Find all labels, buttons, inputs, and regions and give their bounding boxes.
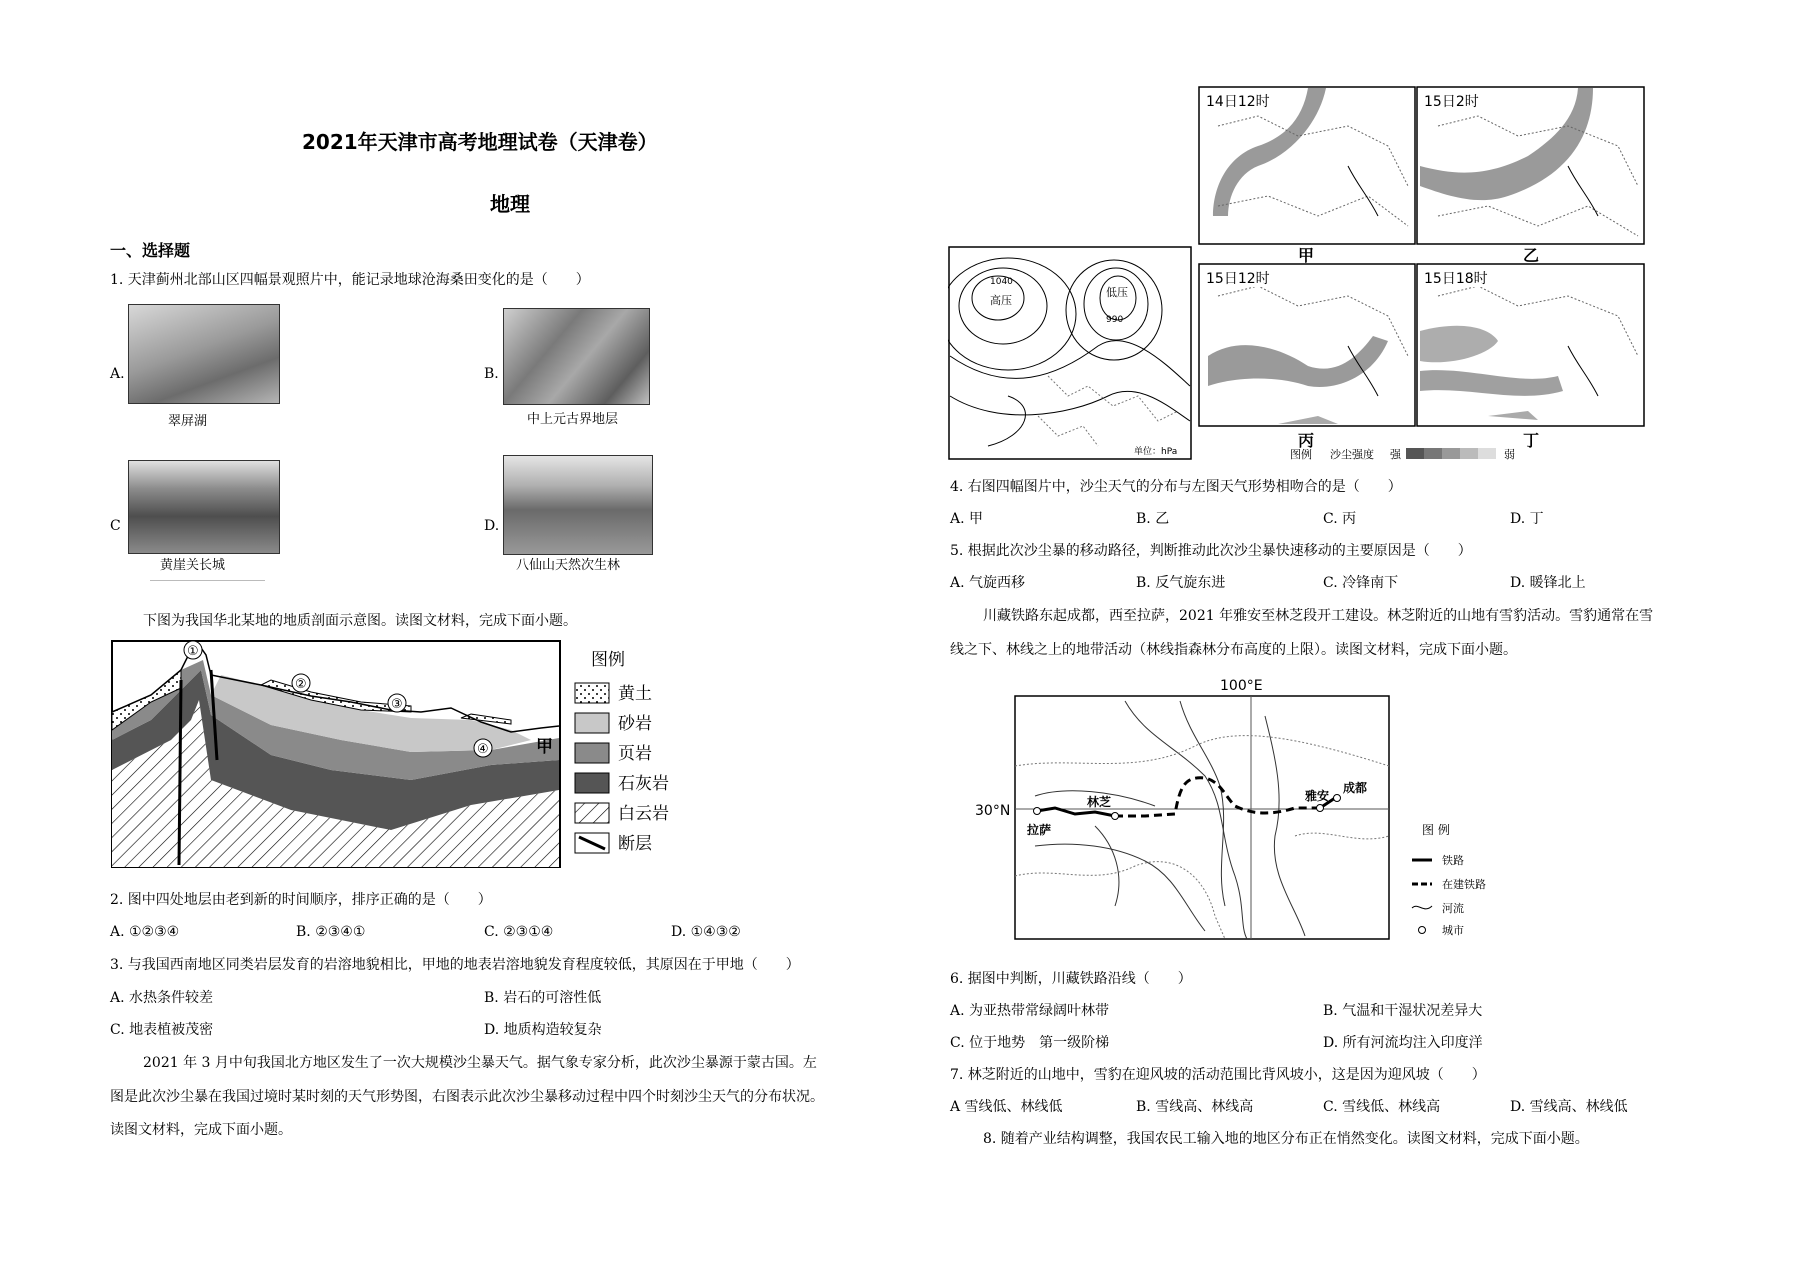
q1-option-d-letter: D. <box>484 518 500 534</box>
panel-name-yi: 乙 <box>1523 246 1540 265</box>
panel-name-jia: 甲 <box>1298 246 1315 265</box>
q5-option-b[interactable]: B. 反气旋东进 <box>1136 575 1226 591</box>
city-chengdu: 成都 <box>1343 781 1368 795</box>
intro-dust-line3: 读图文材料，完成下面小题。 <box>110 1122 292 1138</box>
rail-legend-railway: 铁路 <box>1442 854 1464 867</box>
rail-legend-construction: 在建铁路 <box>1442 878 1486 891</box>
marker-3: ③ <box>391 697 403 712</box>
section-heading: 一、选择题 <box>110 241 191 260</box>
page-title: 2021年天津市高考地理试卷（天津卷） <box>302 130 658 154</box>
q1-option-c-letter: C <box>110 518 121 534</box>
intro-q8: 8. 随着产业结构调整，我国农民工输入地的地区分布正在悄然变化。读图文材料，完成下面小题。 <box>983 1131 1589 1147</box>
q1-caption-b: 中上元古界地层 <box>527 412 619 427</box>
intro-rail-line1: 川藏铁路东起成都，西至拉萨，2021 年雅安至林芝段开工建设。林芝附近的山地有雪豹活动。雪豹通常在雪 <box>983 608 1654 624</box>
q7-option-b[interactable]: B. 雪线高、林线高 <box>1136 1099 1254 1115</box>
q3-option-a[interactable]: A. 水热条件较差 <box>110 990 214 1006</box>
unit-label: 单位：hPa <box>1134 447 1178 457</box>
q1-caption-d: 八仙山天然次生林 <box>516 558 621 573</box>
legend-dolomite: 白云岩 <box>618 804 669 824</box>
weather-map <box>948 246 1192 460</box>
panel-time-2: 15日2时 <box>1424 94 1479 110</box>
q6-option-d[interactable]: D. 所有河流均注入印度洋 <box>1323 1035 1483 1051</box>
q6-option-b[interactable]: B. 气温和干湿状况差异大 <box>1323 1003 1483 1019</box>
q1-option-a-letter: A. <box>110 366 125 382</box>
intro-rail-line2: 线之下、林线之上的地带活动（林线指森林分布高度的上限）。读图文材料，完成下面小题。 <box>950 642 1517 658</box>
caption-underline <box>150 580 265 581</box>
q3-option-b[interactable]: B. 岩石的可溶性低 <box>484 990 602 1006</box>
place-jia: 甲 <box>536 737 553 757</box>
q7-option-d[interactable]: D. 雪线高、林线低 <box>1510 1099 1628 1115</box>
rail-legend-river: 河流 <box>1442 902 1464 915</box>
geo-legend-title: 图例 <box>591 650 625 670</box>
q6-option-c[interactable]: C. 位于地势 第一级阶梯 <box>950 1035 1110 1051</box>
latitude-label: 30°N <box>975 803 1011 819</box>
q2-option-a[interactable]: A. ①②③④ <box>110 924 180 940</box>
q5-option-a[interactable]: A. 气旋西移 <box>950 575 1026 591</box>
q7-option-c[interactable]: C. 雪线低、林线高 <box>1323 1099 1441 1115</box>
q4-option-c[interactable]: C. 丙 <box>1323 511 1357 527</box>
dust-legend-strong: 强 <box>1390 448 1401 461</box>
panel-time-3: 15日12时 <box>1206 271 1270 287</box>
q2-option-c[interactable]: C. ②③①④ <box>484 924 554 940</box>
high-pressure-label: 高压 <box>990 294 1012 307</box>
city-lhasa: 拉萨 <box>1027 823 1052 837</box>
q1-stem: 1. 天津蓟州北部山区四幅景观照片中，能记录地球沧海桑田变化的是（ ） <box>110 272 590 288</box>
q2-option-d[interactable]: D. ①④③② <box>671 924 741 940</box>
q3-option-d[interactable]: D. 地质构造较复杂 <box>484 1022 602 1038</box>
legend-sandstone: 砂岩 <box>618 714 652 734</box>
q4-option-d[interactable]: D. 丁 <box>1510 511 1544 527</box>
q5-stem: 5. 根据此次沙尘暴的移动路径，判断推动此次沙尘暴快速移动的主要原因是（ ） <box>950 543 1472 559</box>
subject-title: 地理 <box>490 192 530 216</box>
q4-option-a[interactable]: A. 甲 <box>950 511 984 527</box>
q1-caption-c: 黄崖关长城 <box>160 558 226 573</box>
city-linzhi: 林芝 <box>1087 795 1112 809</box>
legend-shale: 页岩 <box>618 744 652 764</box>
q1-photo-d[interactable] <box>503 455 653 555</box>
q4-stem: 4. 右图四幅图片中，沙尘天气的分布与左图天气形势相吻合的是（ ） <box>950 479 1402 495</box>
geology-cross-section <box>111 640 671 870</box>
marker-1: ① <box>187 644 199 659</box>
intro-dust-line1: 2021 年 3 月中旬我国北方地区发生了一次大规模沙尘暴天气。据气象专家分析，此次沙尘暴源于蒙古国。左 <box>143 1055 817 1071</box>
q6-option-a[interactable]: A. 为亚热带常绿阔叶林带 <box>950 1003 1110 1019</box>
dust-legend-item: 沙尘强度 <box>1330 448 1374 461</box>
q1-option-b-letter: B. <box>484 366 499 382</box>
panel-name-bing: 丙 <box>1298 431 1315 450</box>
dust-legend-weak: 弱 <box>1504 448 1515 461</box>
panel-time-1: 14日12时 <box>1206 94 1270 110</box>
intro-dust-line2: 图是此次沙尘暴在我国过境时某时刻的天气形势图，右图表示此次沙尘暴移动过程中四个时刻沙尘天气的分布状况。 <box>110 1089 824 1105</box>
legend-loess: 黄土 <box>618 684 652 704</box>
legend-fault: 断层 <box>618 834 652 854</box>
railway-map <box>975 676 1395 946</box>
q7-option-a[interactable]: A 雪线低、林线低 <box>950 1099 1063 1115</box>
marker-4: ④ <box>477 742 489 757</box>
intro-geology: 下图为我国华北某地的地质剖面示意图。读图文材料，完成下面小题。 <box>143 613 577 629</box>
q5-option-d[interactable]: D. 暖锋北上 <box>1510 575 1586 591</box>
longitude-label: 100°E <box>1220 678 1263 694</box>
marker-2: ② <box>295 677 307 692</box>
rail-legend-city: 城市 <box>1442 924 1464 937</box>
q2-stem: 2. 图中四处地层由老到新的时间顺序，排序正确的是（ ） <box>110 892 492 908</box>
q6-stem: 6. 据图中判断，川藏铁路沿线（ ） <box>950 971 1192 987</box>
q5-option-c[interactable]: C. 冷锋南下 <box>1323 575 1399 591</box>
q3-option-c[interactable]: C. 地表植被茂密 <box>110 1022 214 1038</box>
q1-photo-c[interactable] <box>128 460 280 554</box>
q7-stem: 7. 林芝附近的山地中，雪豹在迎风坡的活动范围比背风坡小，这是因为迎风坡（ ） <box>950 1067 1486 1083</box>
isobar-990: 990 <box>1106 315 1124 325</box>
legend-limestone: 石灰岩 <box>618 774 669 794</box>
dust-legend-label: 图例 <box>1290 448 1312 461</box>
q2-option-b[interactable]: B. ②③④① <box>296 924 366 940</box>
q3-stem: 3. 与我国西南地区同类岩层发育的岩溶地貌相比，甲地的地表岩溶地貌发育程度较低，其原因在于甲地（ ） <box>110 957 800 973</box>
dust-maps <box>1198 86 1646 462</box>
panel-name-ding: 丁 <box>1523 431 1540 450</box>
railway-legend <box>1410 820 1530 946</box>
q1-caption-a: 翠屏湖 <box>168 414 208 429</box>
isobar-1040: 1040 <box>990 277 1013 287</box>
q1-photo-b[interactable] <box>503 308 650 405</box>
city-yaan: 雅安 <box>1305 789 1330 803</box>
q1-photo-a[interactable] <box>128 304 280 404</box>
rail-legend-title: 图 例 <box>1422 823 1450 837</box>
panel-time-4: 15日18时 <box>1424 271 1488 287</box>
q4-option-b[interactable]: B. 乙 <box>1136 511 1170 527</box>
low-pressure-label: 低压 <box>1106 286 1128 299</box>
fault-line <box>179 680 181 865</box>
